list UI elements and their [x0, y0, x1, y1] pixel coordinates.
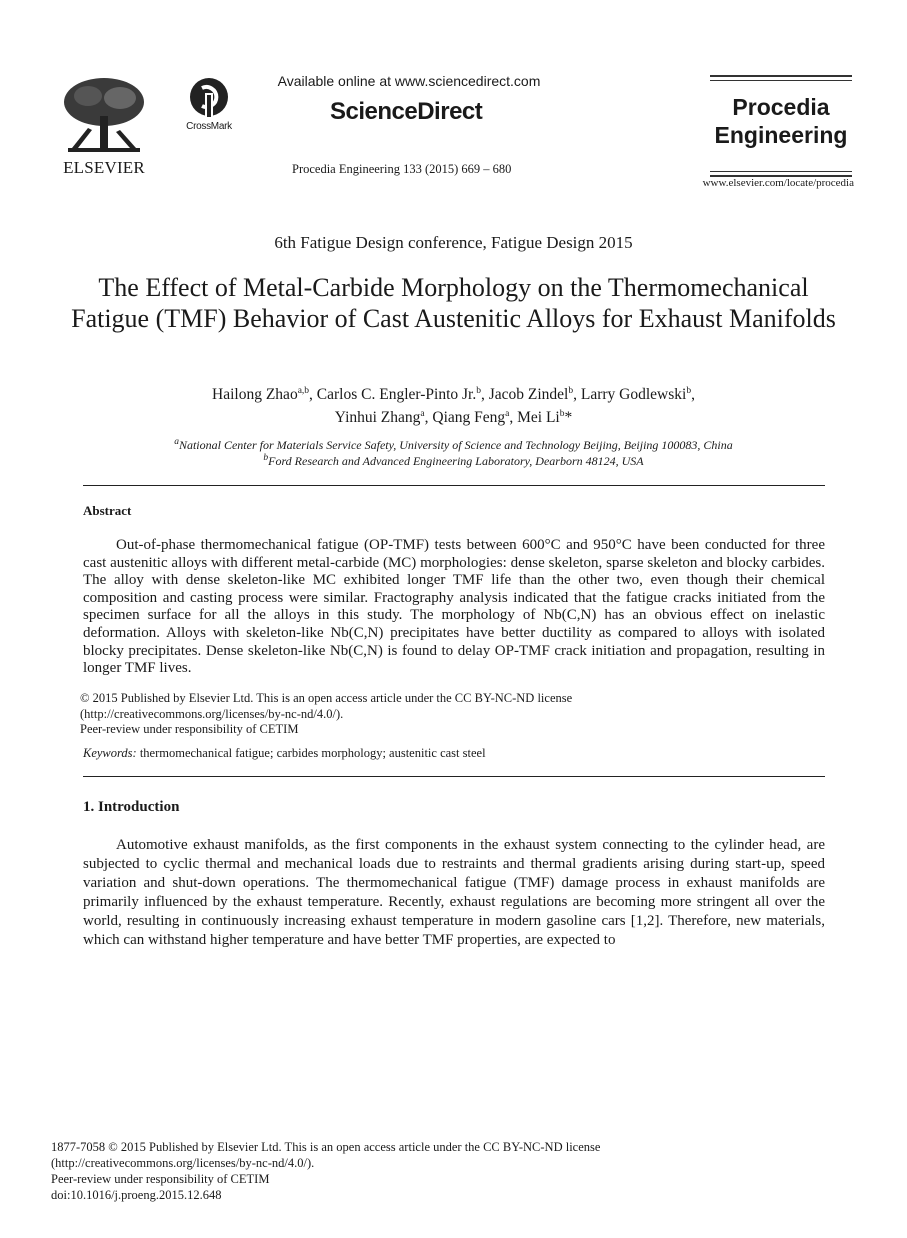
- sciencedirect-logo: ScienceDirect: [330, 98, 483, 125]
- affiliation-mark: a: [174, 437, 179, 447]
- license-link[interactable]: (http://creativecommons.org/licenses/by-nc-nd/4.0/).: [80, 706, 344, 721]
- author-affiliation-mark: b: [476, 385, 481, 396]
- author-affiliation-mark: b: [686, 385, 692, 396]
- abstract-heading: Abstract: [83, 503, 132, 518]
- section-divider: [83, 776, 825, 777]
- affiliation-text: Ford Research and Advanced Engineering Laboratory, Dearborn 48124, USA: [268, 454, 644, 468]
- footer-license-line: 1877-7058 © 2015 Published by Elsevier Ltd. This is an open access article under the CC BY-NC-ND license: [51, 1140, 601, 1154]
- footer-license-link[interactable]: (http://creativecommons.org/licenses/by-nc-nd/4.0/).: [51, 1156, 315, 1170]
- author-name: Hailong Zhao: [212, 386, 298, 403]
- author-affiliation-mark: a: [420, 408, 425, 419]
- author-affiliation-mark: a: [505, 408, 510, 419]
- author-name: Jacob Zindel: [488, 386, 569, 403]
- author-name: Carlos C. Engler-Pinto Jr.: [316, 386, 477, 403]
- affiliation-b: [90, 453, 817, 469]
- affiliations: [90, 437, 817, 469]
- publisher-name: ELSEVIER: [63, 158, 145, 177]
- license-line: © 2015 Published by Elsevier Ltd. This is an open access article under the CC BY-NC-ND license: [80, 691, 573, 705]
- license-notice: [80, 691, 825, 738]
- journal-name: [712, 93, 850, 149]
- author-name: Qiang Feng: [432, 409, 506, 426]
- crossmark-label: CrossMark: [186, 121, 232, 132]
- journal-citation: Procedia Engineering 133 (2015) 669 – 680: [292, 162, 512, 176]
- author-name: Yinhui Zhang: [334, 409, 421, 426]
- corresponding-author-mark: *: [564, 409, 573, 426]
- journal-box-rule: [710, 171, 852, 172]
- journal-name-line1: Procedia: [732, 94, 830, 120]
- affiliation-text: National Center for Materials Service Safety, University of Science and Technology Beijing, Beijing 100083, China: [178, 438, 733, 452]
- author-affiliation-mark: b: [559, 408, 565, 419]
- available-online: Available online at www.sciencedirect.com: [277, 73, 541, 89]
- journal-url[interactable]: www.elsevier.com/locate/procedia: [702, 177, 854, 189]
- keywords: [83, 746, 825, 761]
- crossmark-icon[interactable]: [180, 76, 238, 136]
- journal-box-rule: [710, 75, 852, 77]
- keywords-text: thermomechanical fatigue; carbides morphology; austenitic cast steel: [139, 746, 486, 760]
- journal-name-line2: Engineering: [714, 122, 848, 148]
- conference-name: 6th Fatigue Design conference, Fatigue Design 2015: [274, 233, 633, 252]
- journal-box-rule: [710, 80, 852, 81]
- affiliation-mark: b: [263, 453, 269, 463]
- author-affiliation-mark: b: [568, 385, 574, 396]
- keywords-label: Keywords:: [83, 746, 137, 760]
- footer-peer-review: Peer-review under responsibility of CETIM: [51, 1172, 270, 1186]
- abstract-text: Out-of-phase thermomechanical fatigue (OP-TMF) tests between 600°C and 950°C have been conducted for three cast austenitic alloys with different metal-carbide (MC) morphologies: dense skeleton, sparse skeleton and blocky carbides. The alloy with dense skeleton-like MC exhibited longer TMF life than the other two, even though their chemical composition and casting process were similar. Fractography analysis indicated that the fatigue cracks initiated from the specimen surface for all the alloys in this study. The morphology of Nb(C,N) has an obvious effect on inelastic deformation. Alloys with skeleton-like Nb(C,N) precipitates have better ductility as compared to alloys with isolated blocky precipitates. Dense skeleton-like Nb(C,N) is found to delay OP-TMF crack initiation and propagation, resulting in longer TMF lives.: [83, 537, 825, 677]
- affiliation-a: [90, 437, 817, 453]
- author-list: Hailong Zhao$^{a,b}$, Carlos C. Engler-Pinto Jr.$^b$, Jacob Zindel$^b$, Larry Godlewski$^b$, Yinhui Zhang$^a$, Qiang Feng$^a$, Mei Li$^b$*: [212, 385, 695, 426]
- introduction-text: Automotive exhaust manifolds, as the first components in the exhaust system connecting to the cylinder head, are subjected to cyclic thermal and mechanical loads due to restraints and thermal gradients arising during start-up, speed variation and shut-down operations. The thermomechanical fatigue (TMF) damage process in exhaust manifolds are primarily influenced by the exhaust temperature. Recently, exhaust regulations are becoming more stringent all over the world, resulting in continuously increasing exhaust temperature in modern gasoline cars [1,2]. Therefore, new materials, which can withstand higher temperature and have better TMF properties, are expected to: [83, 837, 825, 948]
- author-affiliation-mark: a,b: [297, 385, 310, 396]
- author-name: Mei Li: [517, 409, 560, 426]
- author-name: Larry Godlewski: [580, 386, 687, 403]
- section-divider: [83, 485, 825, 486]
- paper-title: The Effect of Metal-Carbide Morphology on the Thermomechanical Fatigue (TMF) Behavior of Cast Austenitic Alloys for Exhaust Manifolds: [71, 273, 836, 333]
- peer-review-line: Peer-review under responsibility of CETIM: [80, 722, 299, 736]
- footer-doi[interactable]: doi:10.1016/j.proeng.2015.12.648: [51, 1188, 222, 1202]
- footer-notice: [51, 1139, 751, 1203]
- introduction-heading: 1. Introduction: [83, 799, 180, 815]
